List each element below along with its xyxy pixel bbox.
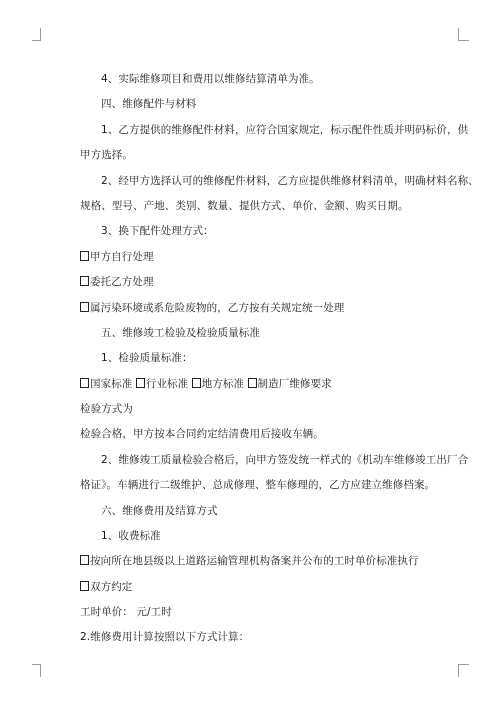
section-heading: 六、维修费用及结算方式 <box>101 505 218 517</box>
checkbox-label: 按向所在地县级以上道路运输管理机构备案并公布的工时单价标准执行 <box>90 555 419 567</box>
paragraph-line: 2、维修竣工质量检验合格后，向甲方签发统一样式的《机动车维修竣工出厂合 <box>101 454 469 466</box>
paragraph-line: 1、收费标准 <box>101 530 161 542</box>
paragraph-line: 2、经甲方选择认可的维修配件材料，乙方应提供维修材料清单，明确材料名称、 <box>101 175 479 187</box>
checkbox-option <box>80 580 132 594</box>
checkbox-option <box>80 250 154 264</box>
checkbox-option <box>80 301 344 315</box>
section-heading: 四、维修配件与材料 <box>101 98 197 110</box>
crop-mark-bottom-left <box>32 664 41 677</box>
paragraph-line: 检验方式为 <box>80 403 133 415</box>
paragraph-line: 甲方选择。 <box>80 149 133 161</box>
crop-mark-bottom-right <box>458 664 469 677</box>
checkbox-row <box>80 377 332 391</box>
paragraph-line: 4、实际维修项目和费用以维修结算清单为准。 <box>101 73 320 85</box>
checkbox-label: 属污染环境或系危险废物的，乙方按有关规定统一处理 <box>90 302 345 314</box>
paragraph-line: 检验合格，甲方按本合同约定结清费用后接收车辆。 <box>80 428 324 440</box>
crop-mark-top-right <box>458 28 469 41</box>
checkbox-label: 委托乙方处理 <box>90 276 154 288</box>
paragraph-line: 2.维修费用计算按照以下方式计算： <box>80 631 250 643</box>
paragraph-line: 格证》。车辆进行二级维护、总成修理、整车修理的，乙方应建立维修档案。 <box>80 479 436 491</box>
checkbox-option <box>80 275 154 289</box>
checkbox-label: 甲方自行处理 <box>90 251 154 263</box>
checkbox-icon <box>248 378 257 388</box>
checkbox-icon <box>80 251 89 261</box>
checkbox-label: 制造厂维修要求 <box>257 378 332 390</box>
checkbox-option <box>80 554 419 568</box>
checkbox-label: 国家标准 <box>90 378 136 390</box>
paragraph-line: 工时单价： 元/工时 <box>80 606 172 618</box>
checkbox-label: 双方约定 <box>90 581 133 593</box>
paragraph-line: 规格、型号、产地、类别、数量、提供方式、单价、金额、购买日期。 <box>80 200 409 212</box>
paragraph-line: 1、乙方提供的维修配件材料，应符合国家规定，标示配件性质并明码标价，供 <box>101 124 469 136</box>
checkbox-icon <box>80 302 89 312</box>
checkbox-label: 行业标准 <box>145 378 192 390</box>
paragraph-line: 1、检验质量标准： <box>101 352 193 364</box>
paragraph-line: 3、换下配件处理方式： <box>101 225 214 237</box>
checkbox-icon <box>80 378 89 388</box>
crop-mark-top-left <box>32 28 41 41</box>
checkbox-icon <box>80 555 89 565</box>
section-heading: 五、维修竣工检验及检验质量标准 <box>101 327 260 339</box>
checkbox-label: 地方标准 <box>201 378 248 390</box>
checkbox-icon <box>80 276 89 286</box>
checkbox-icon <box>192 378 201 388</box>
checkbox-icon <box>80 581 89 591</box>
checkbox-icon <box>136 378 145 388</box>
